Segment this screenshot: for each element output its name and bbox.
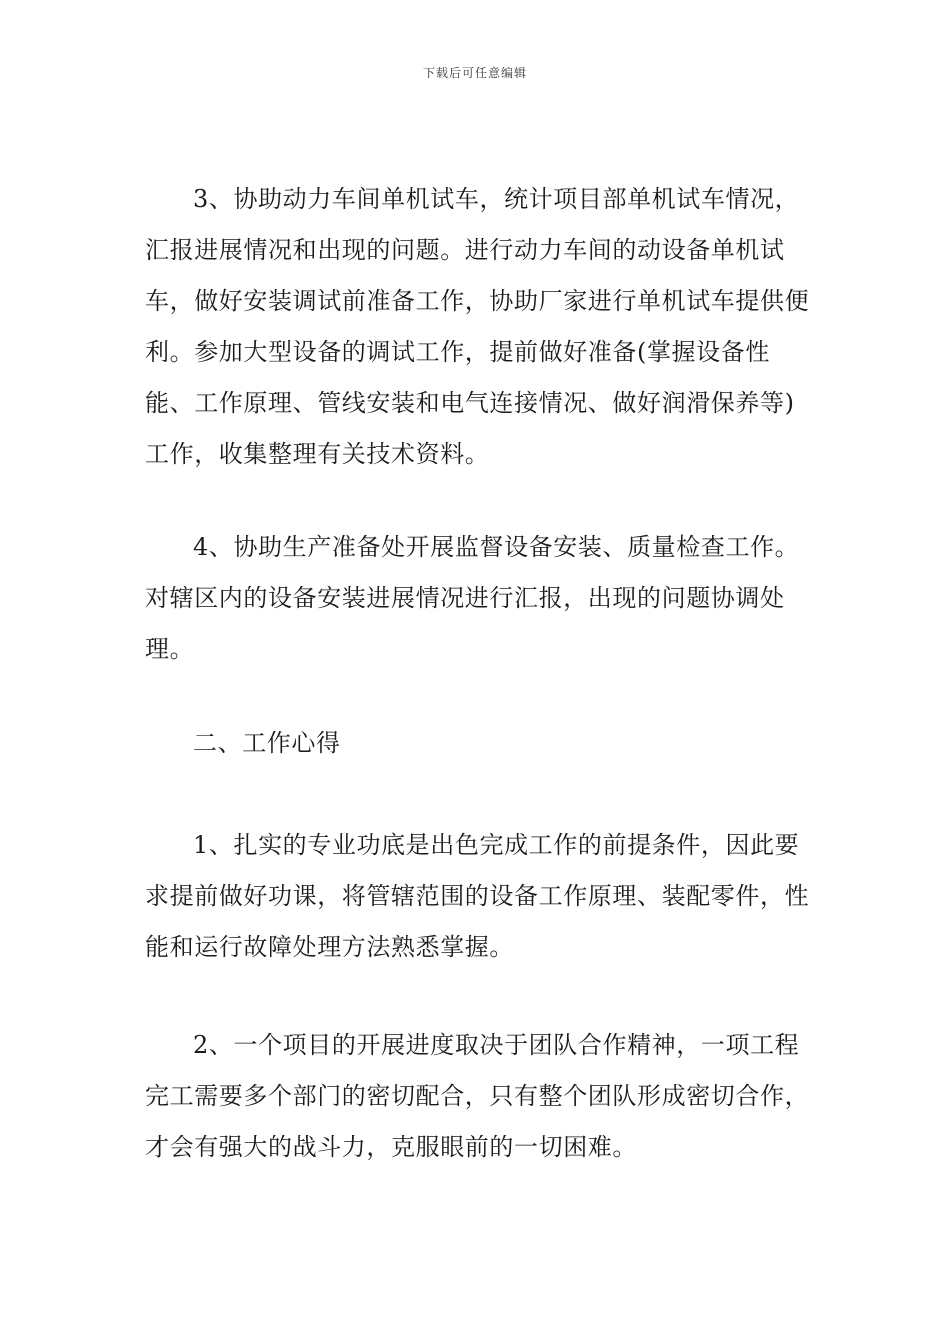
section-heading-work-experience: 二、工作心得 (193, 729, 341, 757)
paragraph-experience-1: 1、扎实的专业功底是出色完成工作的前提条件，因此要求提前做好功课，将管辖范围的设备工作原理、装配零件，性能和运行故障处理方法熟悉掌握。 (145, 831, 810, 961)
paragraph-item-4: 4、协助生产准备处开展监督设备安装、质量检查工作。对辖区内的设备安装进展情况进行汇报，出现的问题协调处理。 (145, 533, 800, 663)
paragraph-experience-2: 2、一个项目的开展进度取决于团队合作精神，一项工程完工需要多个部门的密切配合，只有整个团队形成密切合作，才会有强大的战斗力，克服眼前的一切困难。 (145, 1031, 810, 1161)
page-header-note: 下载后可任意编辑 (422, 66, 527, 80)
paragraph-item-3: 3、协助动力车间单机试车，统计项目部单机试车情况，汇报进展情况和出现的问题。进行动力车间的动设备单机试车，做好安装调试前准备工作，协助厂家进行单机试车提供便利。参加大型设备的调试工作，提前做好准备(掌握设备性能、工作原理、管线安装和电气连接情况、做好润滑保养等)工作，收集整理有关技术资料。 (145, 185, 810, 468)
